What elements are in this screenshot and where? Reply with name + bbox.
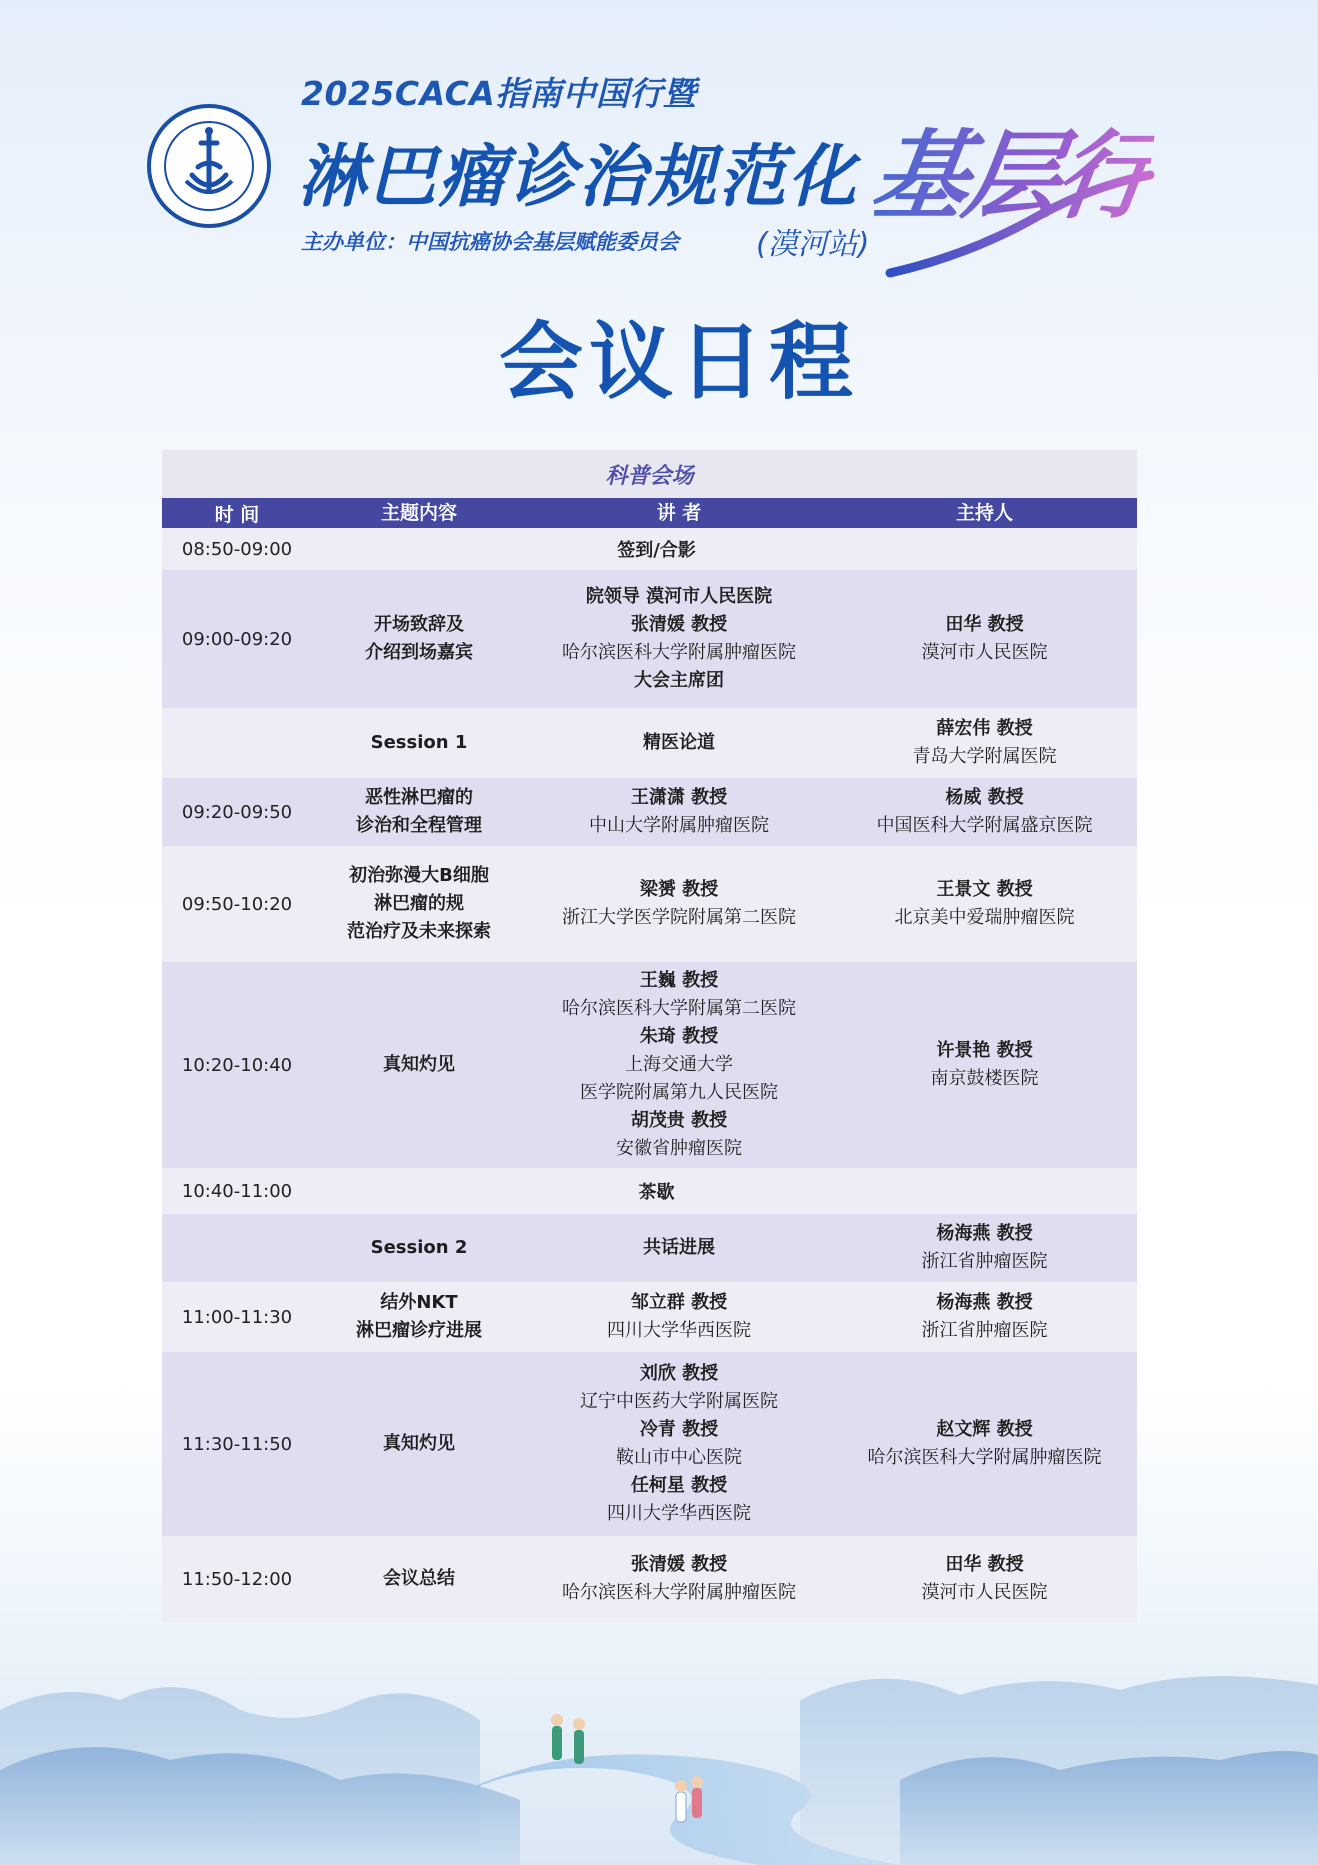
host-name: 杨海燕 教授 [936, 1223, 1033, 1244]
speaker-affiliation: 安徽省肿瘤医院 [616, 1138, 742, 1159]
topic-line: 淋巴瘤诊疗进展 [356, 1320, 482, 1341]
speaker-affiliation: 哈尔滨医科大学附属肿瘤医院 [562, 642, 796, 663]
time-cell [162, 708, 312, 778]
speaker-name: 冷青 教授 [639, 1419, 719, 1440]
topic-line: 诊治和全程管理 [356, 815, 482, 836]
topic-line: 初治弥漫大B细胞 [349, 865, 489, 886]
topic-line: 介绍到场嘉宾 [365, 642, 473, 663]
host-name: 赵文辉 教授 [936, 1419, 1033, 1440]
speaker-name: 王巍 教授 [639, 970, 719, 991]
topic-cell [312, 962, 526, 1168]
host-name: 薛宏伟 教授 [936, 718, 1033, 739]
host-name: 杨海燕 教授 [936, 1292, 1033, 1313]
speaker-name: 梁赟 教授 [639, 879, 719, 900]
speaker-name: 邹立群 教授 [630, 1292, 728, 1313]
event-title: 淋巴瘤诊治规范化 [298, 138, 859, 217]
host-affiliation: 中国医科大学附属盛京医院 [876, 815, 1093, 836]
schedule-table [162, 450, 1137, 1622]
host-affiliation: 青岛大学附属医院 [912, 746, 1057, 767]
speaker-affiliation: 四川大学华西医院 [607, 1320, 751, 1341]
merged-cell: 茶歇 [638, 1182, 675, 1203]
table-row [162, 962, 1137, 1168]
speaker-affiliation: 医学院附属第九人民医院 [580, 1082, 778, 1103]
station-label: (漠河站) [756, 227, 870, 262]
venue-title: 科普会场 [162, 450, 1137, 498]
host-cell [832, 778, 1137, 846]
host-cell [832, 1352, 1137, 1536]
table-row [162, 528, 1137, 570]
table-row [162, 1352, 1137, 1536]
host-name: 王景文 教授 [936, 879, 1033, 900]
table-row [162, 1536, 1137, 1622]
time-cell: 11:30-11:50 [181, 1433, 293, 1455]
speaker-affiliation: 浙江大学医学院附属第二医院 [562, 907, 796, 928]
topic-cell [312, 708, 526, 778]
topic-line: 开场致辞及 [374, 614, 464, 635]
host-cell [832, 1214, 1137, 1282]
time-cell: 10:20-10:40 [181, 1054, 293, 1076]
speaker-affiliation: 鞍山市中心医院 [616, 1447, 742, 1468]
host-affiliation: 南京鼓楼医院 [930, 1068, 1039, 1089]
time-cell: 09:00-09:20 [181, 628, 293, 650]
topic-cell [312, 1214, 526, 1282]
host-cell [832, 1282, 1137, 1352]
speaker-affiliation: 辽宁中医药大学附属医院 [580, 1391, 778, 1412]
host-name: 杨威 教授 [945, 787, 1024, 808]
speaker-cell [526, 1214, 832, 1282]
speaker-name: 朱琦 教授 [639, 1026, 719, 1047]
topic-cell [312, 570, 526, 708]
speaker-name: 胡茂贵 教授 [630, 1110, 728, 1131]
speaker-affiliation: 哈尔滨医科大学附属第二医院 [562, 998, 796, 1019]
host-cell [832, 962, 1137, 1168]
column-header-host: 主持人 [955, 502, 1013, 524]
session-theme: 共话进展 [643, 1237, 715, 1258]
speaker-name: 王潇潇 教授 [630, 787, 728, 808]
speaker-name: 任柯星 教授 [630, 1475, 728, 1496]
host-affiliation: 漠河市人民医院 [921, 642, 1048, 663]
table-row [162, 708, 1137, 778]
poster-header [0, 0, 1318, 460]
speaker-cell [526, 1282, 832, 1352]
topic-line: 范治疗及未来探索 [347, 921, 491, 942]
host-affiliation: 漠河市人民医院 [921, 1582, 1048, 1603]
column-header-speaker: 讲 者 [656, 502, 702, 524]
table-row [162, 1282, 1137, 1352]
host-affiliation: 浙江省肿瘤医院 [921, 1251, 1048, 1272]
table-row [162, 1214, 1137, 1282]
speaker-cell [526, 708, 832, 778]
speaker-cell [526, 1536, 832, 1622]
session-theme: 精医论道 [643, 732, 715, 753]
host-cell [832, 1536, 1137, 1622]
topic-line: 淋巴瘤的规 [374, 893, 464, 914]
speaker-cell [526, 778, 832, 846]
host-name: 许景艳 教授 [936, 1040, 1033, 1061]
topic-cell [312, 846, 526, 962]
host-name: 田华 教授 [945, 614, 1024, 635]
speaker-cell [526, 570, 832, 708]
table-row [162, 846, 1137, 962]
topic-line: Session 1 [370, 732, 468, 753]
topic-line: 会议总结 [383, 1568, 455, 1589]
topic-line: 真知灼见 [383, 1433, 455, 1454]
host-affiliation: 浙江省肿瘤医院 [921, 1320, 1048, 1341]
table-row [162, 1168, 1137, 1214]
caca-logo-icon [146, 103, 272, 229]
time-cell: 08:50-09:00 [181, 538, 293, 560]
host-affiliation: 哈尔滨医科大学附属肿瘤医院 [867, 1447, 1102, 1468]
host-name: 田华 教授 [945, 1554, 1024, 1575]
speaker-name: 刘欣 教授 [639, 1363, 719, 1384]
agenda-title: 会议日程 [498, 313, 859, 411]
topic-cell [312, 1282, 526, 1352]
speaker-name: 院领导 漠河市人民医院 [585, 586, 773, 607]
speaker-name: 张清媛 教授 [630, 1554, 728, 1575]
speaker-affiliation: 中山大学附属肿瘤医院 [589, 815, 769, 836]
speaker-name: 大会主席团 [634, 670, 724, 691]
column-header-topic: 主题内容 [380, 502, 457, 524]
host-affiliation: 北京美中爱瑞肿瘤医院 [894, 907, 1075, 928]
time-cell [162, 1214, 312, 1282]
speaker-affiliation: 哈尔滨医科大学附属肿瘤医院 [562, 1582, 796, 1603]
speaker-affiliation: 上海交通大学 [625, 1054, 733, 1075]
time-cell: 11:00-11:30 [181, 1306, 293, 1328]
time-cell: 09:20-09:50 [181, 801, 293, 823]
topic-line: Session 2 [370, 1237, 468, 1258]
topic-cell [312, 1352, 526, 1536]
column-header-time: 时 间 [214, 503, 260, 526]
topic-line: 恶性淋巴瘤的 [365, 787, 473, 808]
speaker-cell [526, 962, 832, 1168]
time-cell: 10:40-11:00 [181, 1180, 293, 1202]
topic-cell [312, 1536, 526, 1622]
topic-line: 结外NKT [380, 1292, 458, 1313]
table-row [162, 570, 1137, 708]
event-subtitle: 2025CACA指南中国行暨 [301, 74, 697, 113]
speaker-affiliation: 四川大学华西医院 [607, 1503, 751, 1524]
topic-cell [312, 778, 526, 846]
mountain-landscape-icon [0, 1640, 1318, 1865]
calligraphy-swoosh-icon [880, 105, 1160, 285]
calligraphy-title: 基层行 [864, 100, 1159, 237]
host-cell [832, 570, 1137, 708]
speaker-name: 张清媛 教授 [630, 614, 728, 635]
table-row [162, 778, 1137, 846]
time-cell: 09:50-10:20 [181, 893, 293, 915]
merged-cell: 签到/合影 [617, 540, 696, 561]
speaker-cell [526, 1352, 832, 1536]
speaker-cell [526, 846, 832, 962]
time-cell: 11:50-12:00 [181, 1568, 293, 1590]
host-cell [832, 708, 1137, 778]
table-header [162, 498, 1137, 528]
host-cell [832, 846, 1137, 962]
organizer-label: 主办单位：中国抗癌协会基层赋能委员会 [301, 230, 679, 254]
topic-line: 真知灼见 [383, 1054, 455, 1075]
